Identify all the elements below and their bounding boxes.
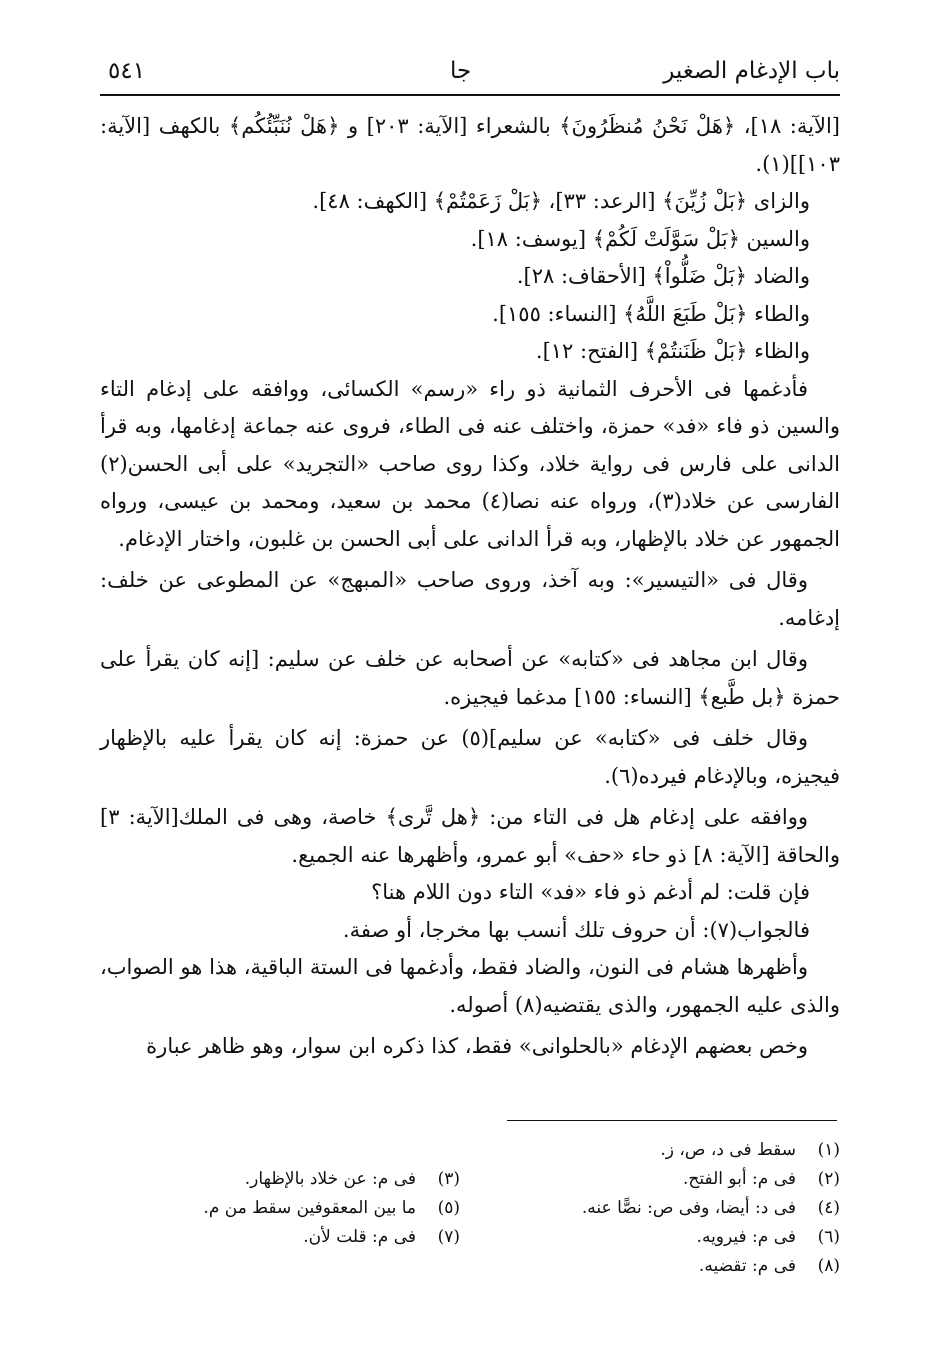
footnote bbox=[100, 1223, 460, 1252]
footnote-text: ما بين المعقوفين سقط من م. bbox=[203, 1198, 416, 1218]
paragraph: ووافقه على إدغام هل فى التاء من: ﴿هل تَّرى﴾ خاصة، وهى فى الملك[الآية: ٣] والحاقة [الآية: ٨] ذو حاء «حف» أبو عمرو، وأظهرها عنه الجميع. bbox=[100, 805, 840, 867]
footnote bbox=[100, 1194, 460, 1223]
footnote-text: فى م: أبو الفتح. bbox=[682, 1169, 796, 1189]
paragraph: [الآية: ١٨]، ﴿هَلْ نَحْنُ مُنظَرُونَ﴾ بالشعراء [الآية: ٢٠٣] و ﴿هَلْ نُنَبِّئُكُم﴾ بالكهف [الآية: ١٠٣]](١). bbox=[100, 114, 840, 176]
header-divider bbox=[100, 94, 840, 96]
footnote bbox=[480, 1136, 840, 1165]
paragraph: والسين ﴿بَلْ سَوَّلَتْ لَكُمْ﴾ [يوسف: ١٨]. bbox=[470, 226, 810, 251]
footnote-text: فى م: فيرويه. bbox=[696, 1227, 796, 1247]
paragraph: والظاء ﴿بَلْ ظَنَنتُمْ﴾ [الفتح: ١٢]. bbox=[535, 339, 810, 363]
chapter-title: باب الإدغام الصغير bbox=[663, 58, 840, 84]
paragraph: والزاى ﴿بَلْ زُيِّنَ﴾ [الرعد: ٣٣]، ﴿بَلْ زَعَمْتُمْ﴾ [الكهف: ٤٨]. bbox=[312, 189, 810, 213]
footnote bbox=[480, 1223, 840, 1252]
page-number: ٥٤١ bbox=[108, 58, 146, 84]
running-header bbox=[100, 48, 840, 92]
paragraph: فأدغمها فى الأحرف الثمانية ذو راء «رسم» الكسائى، ووافقه على إدغام التاء والسين ذو فاء «فد» حمزة، واختلف عنه فى الطاء، فروى عنه جماعة إدغامها، وبه قرأ الدانى على فارس فى رواية خلاد، وكذا روى صاحب «التجريد» على أبى الحسن(٢) الفارسى عن خلاد(٣)، ورواه عنه نصا(٤) محمد بن سعيد، ومحمد بن عيسى، ورواه الجمهور عن خلاد بالإظهار، وبه قرأ الدانى على أبى الحسن بن غلبون، واختار الإدغام. bbox=[100, 376, 840, 551]
footnote-number: (٣) bbox=[437, 1169, 460, 1189]
volume-label: جا bbox=[450, 58, 472, 84]
paragraph: وقال فى «التيسير»: وبه آخذ، وروى صاحب «المبهج» عن المطوعى عن خلف: إدغامه. bbox=[100, 568, 840, 630]
footnote-number: (٨) bbox=[817, 1256, 840, 1276]
footnote-number: (٤) bbox=[817, 1198, 840, 1218]
footnote bbox=[480, 1165, 840, 1194]
footnote-number: (٧) bbox=[437, 1227, 460, 1247]
footnote-text: سقط فى د، ص، ز. bbox=[660, 1140, 796, 1160]
footnote bbox=[100, 1165, 460, 1194]
footnotes-right-column bbox=[480, 1136, 840, 1281]
footnote bbox=[480, 1194, 840, 1223]
paragraph: وأظهرها هشام فى النون، والضاد فقط، وأدغمها فى الستة الباقية، هذا هو الصواب، والذى عليه الجمهور، والذى يقتضيه(٨) أصوله. bbox=[100, 955, 840, 1017]
paragraph: وخص بعضهم الإدغام «بالحلوانى» فقط، كذا ذكره ابن سوار، وهو ظاهر عبارة bbox=[146, 1034, 808, 1058]
footnote-text: فى م: تقضيه. bbox=[698, 1256, 796, 1276]
footnote-number: (٥) bbox=[437, 1198, 460, 1218]
paragraph: وقال ابن مجاهد فى «كتابه» عن أصحابه عن خلف عن سليم: [إنه كان يقرأ على حمزة ﴿بل طَّبع﴾ [النساء: ١٥٥] مدغما فيجيزه. bbox=[100, 647, 840, 709]
footnote-number: (٦) bbox=[817, 1227, 840, 1247]
paragraph: فإن قلت: لم أدغم ذو فاء «فد» التاء دون اللام هنا؟ bbox=[371, 880, 810, 904]
footnotes-left-column bbox=[100, 1165, 460, 1252]
footnote bbox=[480, 1252, 840, 1281]
footnote-text: فى د: أيضا، وفى ص: نصًّا عنه. bbox=[581, 1198, 796, 1218]
footnote-number: (١) bbox=[817, 1140, 840, 1160]
footnote-text: فى م: قلت لأن. bbox=[303, 1227, 416, 1247]
paragraph: فالجواب(٧): أن حروف تلك أنسب بها مخرجا، أو صفة. bbox=[342, 917, 810, 942]
paragraph: والضاد ﴿بَلْ ضَلُّواْ﴾ [الأحقاف: ٢٨]. bbox=[516, 264, 810, 288]
paragraph: وقال خلف فى «كتابه» عن سليم](٥) عن حمزة: إنه كان يقرأ عليه بالإظهار فيجيزه، وبالإدغام فيرده(٦). bbox=[100, 726, 840, 788]
footnote-divider bbox=[507, 1120, 837, 1121]
footnote-number: (٢) bbox=[817, 1169, 840, 1189]
main-text bbox=[100, 108, 840, 1066]
footnote-text: فى م: عن خلاد بالإظهار. bbox=[244, 1169, 416, 1189]
paragraph: والطاء ﴿بَلْ طَبَعَ اللَّهُ﴾ [النساء: ١٥٥]. bbox=[492, 301, 810, 326]
